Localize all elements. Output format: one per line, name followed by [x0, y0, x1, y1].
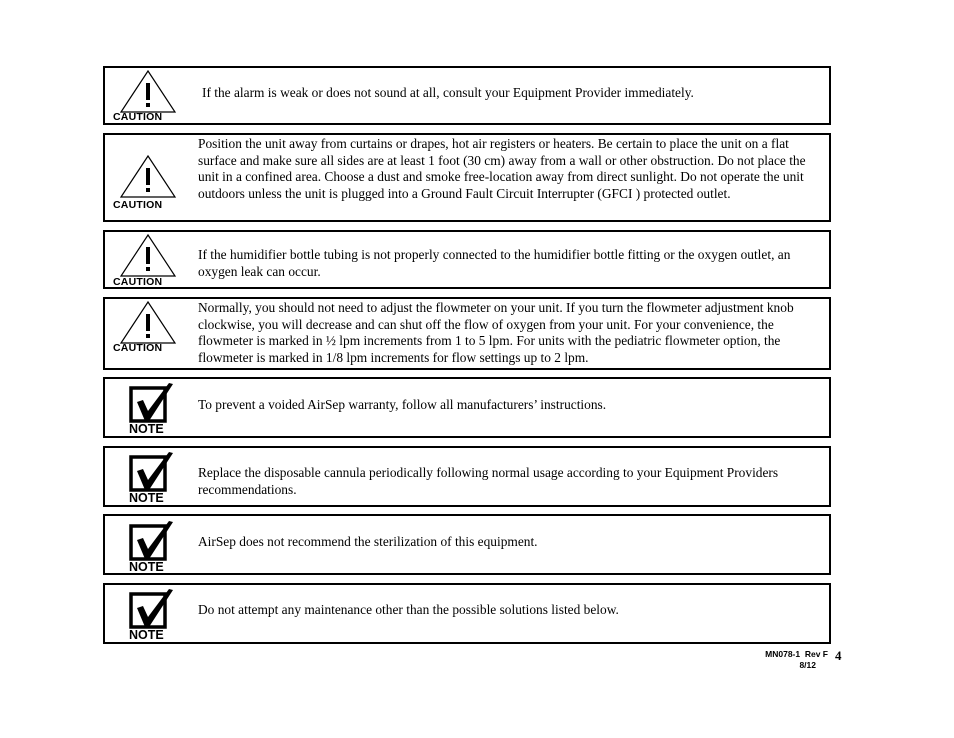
note-text: Do not attempt any maintenance other than the possible solutions listed below.: [198, 602, 619, 617]
note-box: [103, 583, 831, 644]
note-label: NOTE: [129, 560, 164, 574]
checkmark-box-icon: [129, 518, 181, 562]
revision-date: 8/12: [799, 660, 816, 670]
note-box: [103, 514, 831, 575]
caution-symbol: [113, 68, 183, 123]
caution-symbol: [113, 135, 183, 220]
caution-box: [103, 133, 831, 222]
note-box: [103, 446, 831, 507]
note-text: Replace the disposable cannula periodically following normal usage according to your Equipment Providers recommendations.: [198, 465, 779, 497]
checkmark-box-icon: [129, 380, 181, 424]
note-symbol: [113, 379, 183, 436]
caution-text: Normally, you should not need to adjust the flowmeter on your unit. If you turn the flowmeter adjustment knob clockwise, you will decrease and can shut off the flow of oxygen from your unit. For your convenience, the flowmeter is marked in ½ lpm increments from 1 to 5 lpm. For units with the pediatric flowmeter option, the flowmeter is marked in 1/8 lpm increments for flow settings up to 2 lpm.: [198, 300, 794, 366]
note-text: To prevent a voided AirSep warranty, follow all manufacturers’ instructions.: [198, 397, 607, 412]
caution-triangle-icon: [119, 300, 177, 344]
note-label: NOTE: [129, 491, 164, 505]
caution-box: [103, 230, 831, 289]
caution-label: CAUTION: [113, 199, 163, 211]
checkmark-box-icon: [129, 449, 181, 493]
note-label: NOTE: [129, 628, 164, 642]
caution-text: If the humidifier bottle tubing is not properly connected to the humidifier bottle fitting or the oxygen outlet, an oxygen leak can occur.: [198, 247, 791, 279]
note-text: AirSep does not recommend the sterilization of this equipment.: [198, 534, 538, 549]
caution-box: [103, 66, 831, 125]
note-label: NOTE: [129, 422, 164, 436]
caution-label: CAUTION: [113, 111, 163, 123]
checkmark-box-icon: [129, 586, 181, 630]
note-symbol: [113, 585, 183, 642]
caution-label: CAUTION: [113, 276, 163, 288]
caution-triangle-icon: [119, 233, 177, 277]
document-footer: [750, 649, 828, 671]
caution-text: Position the unit away from curtains or drapes, hot air registers or heaters. Be certain to place the unit on a flat surface and make sure all sides are at least 1 foot (30 cm) away from a wall or other obstruction. Do not place the unit in a confined area. Choose a dust and smoke free-location away from direct sunlight. Do not operate the unit outdoors unless the unit is plugged into a Ground Fault Circuit Interrupter (GFCI ) protected outlet.: [198, 136, 806, 202]
caution-triangle-icon: [119, 154, 177, 198]
caution-triangle-icon: [119, 69, 177, 113]
caution-box: [103, 297, 831, 370]
caution-label: CAUTION: [113, 342, 163, 354]
caution-symbol: [113, 299, 183, 368]
caution-symbol: [113, 232, 183, 287]
caution-text: If the alarm is weak or does not sound at all, consult your Equipment Provider immediately.: [202, 85, 694, 100]
page-number: 4: [835, 648, 842, 663]
note-box: [103, 377, 831, 438]
document-code: MN078-1 Rev F: [765, 649, 828, 659]
note-symbol: [113, 516, 183, 573]
note-symbol: [113, 448, 183, 505]
